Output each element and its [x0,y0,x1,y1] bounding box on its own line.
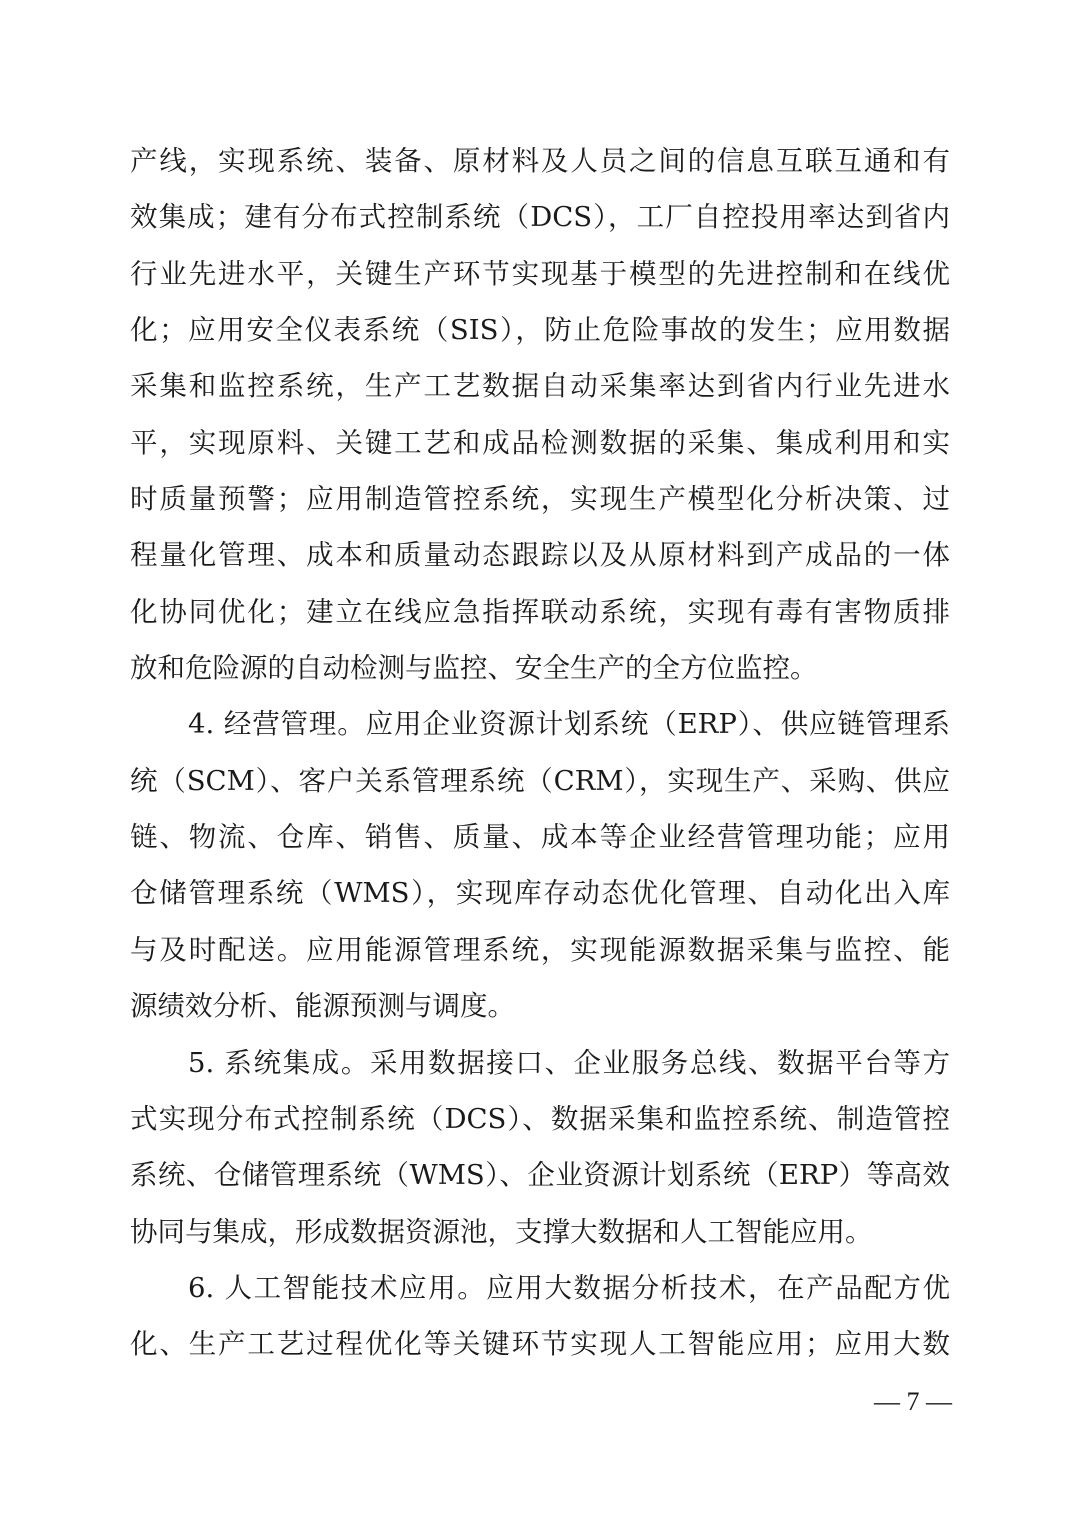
text-line: 源绩效分析、能源预测与调度。 [130,990,515,1023]
page-number: — 7 — [874,1387,952,1416]
text-line: 统（SCM）、客户关系管理系统（CRM），实现生产、采购、供应 [130,764,950,797]
text-line: 链、物流、仓库、销售、质量、成本等企业经营管理功能；应用 [130,821,950,854]
document-body [130,133,950,1373]
text-line: 协同与集成，形成数据资源池，支撑大数据和人工智能应用。 [130,1215,873,1248]
text-line: 平，实现原料、关键工艺和成品检测数据的采集、集成利用和实 [130,426,950,459]
text-line: 时质量预警；应用制造管控系统，实现生产模型化分析决策、过 [130,483,950,516]
text-line: 采集和监控系统，生产工艺数据自动采集率达到省内行业先进水 [130,370,950,403]
text-line: 效集成；建有分布式控制系统（DCS），工厂自控投用率达到省内 [130,201,950,234]
text-line: 化；应用安全仪表系统（SIS），防止危险事故的发生；应用数据 [130,314,950,347]
text-line: 仓储管理系统（WMS），实现库存动态优化管理、自动化出入库 [130,877,950,910]
text-line: 式实现分布式控制系统（DCS）、数据采集和监控系统、制造管控 [130,1102,950,1135]
section-heading-line: 6. 人工智能技术应用。应用大数据分析技术，在产品配方优 [188,1271,950,1304]
text-line: 程量化管理、成本和质量动态跟踪以及从原材料到产成品的一体 [130,539,950,572]
section-heading-line: 4. 经营管理。应用企业资源计划系统（ERP）、供应链管理系 [188,708,950,741]
section-heading-line: 5. 系统集成。采用数据接口、企业服务总线、数据平台等方 [188,1046,950,1079]
text-line: 化、生产工艺过程优化等关键环节实现人工智能应用；应用大数 [130,1328,950,1361]
text-line: 产线，实现系统、装备、原材料及人员之间的信息互联互通和有 [130,145,950,177]
text-line: 放和危险源的自动检测与监控、安全生产的全方位监控。 [130,652,818,685]
text-line: 行业先进水平，关键生产环节实现基于模型的先进控制和在线优 [130,257,950,290]
text-line: 与及时配送。应用能源管理系统，实现能源数据采集与监控、能 [130,933,950,966]
text-line: 化协同优化；建立在线应急指挥联动系统，实现有毒有害物质排 [130,595,950,628]
text-line: 系统、仓储管理系统（WMS）、企业资源计划系统（ERP）等高效 [130,1159,950,1192]
